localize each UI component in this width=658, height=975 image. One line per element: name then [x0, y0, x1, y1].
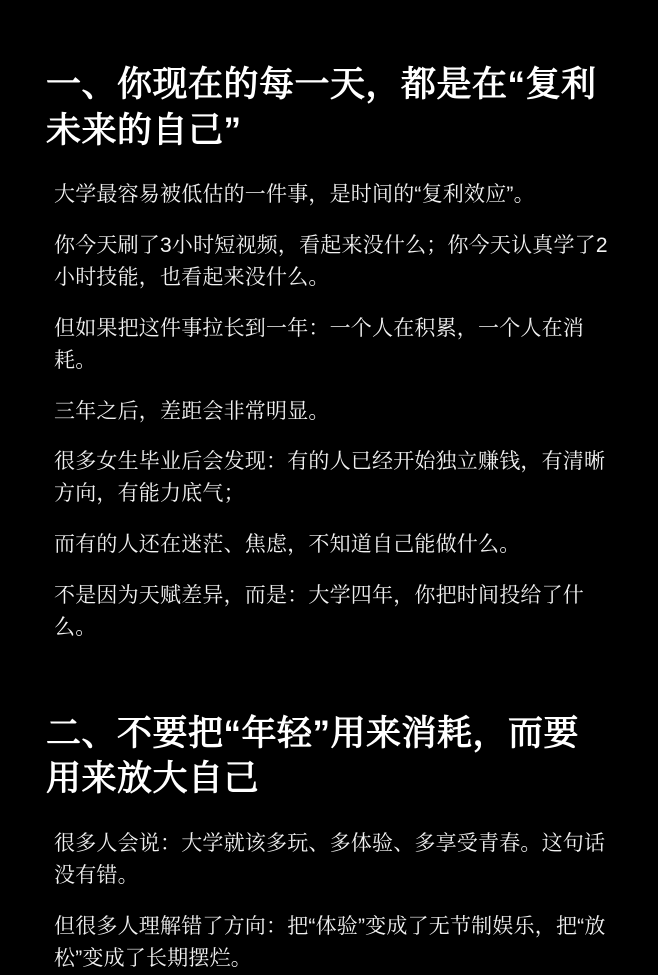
paragraph: 但很多人理解错了方向：把“体验”变成了无节制娱乐，把“放松”变成了长期摆烂。: [54, 914, 606, 970]
section-two-body: [46, 828, 612, 975]
paragraph: 很多人会说：大学就该多玩、多体验、多享受青春。这句话没有错。: [54, 831, 606, 887]
paragraph: 而有的人还在迷茫、焦虑，不知道自己能做什么。: [54, 533, 521, 557]
section-one-body: [46, 179, 612, 644]
paragraph: 你今天刷了3小时短视频，看起来没什么；你今天认真学了2小时技能，也看起来没什么。: [54, 233, 608, 289]
paragraph: 三年之后，差距会非常明显。: [54, 399, 330, 423]
section-one: [46, 62, 612, 644]
section-two-heading: 二、不要把“年轻”用来消耗，而要用来放大自己: [46, 713, 580, 799]
paragraph: 很多女生毕业后会发现：有的人已经开始独立赚钱，有清晰方向，有能力底气；: [54, 450, 606, 506]
paragraph: 但如果把这件事拉长到一年：一个人在积累，一个人在消耗。: [54, 316, 584, 372]
section-divider-space: [46, 663, 612, 711]
section-one-heading: 一、你现在的每一天，都是在“复利未来的自己”: [46, 65, 597, 150]
section-two: [46, 711, 612, 975]
paragraph: 大学最容易被低估的一件事，是时间的“复利效应”。: [54, 183, 535, 206]
paragraph: 不是因为天赋差异，而是：大学四年，你把时间投给了什么。: [54, 584, 584, 640]
